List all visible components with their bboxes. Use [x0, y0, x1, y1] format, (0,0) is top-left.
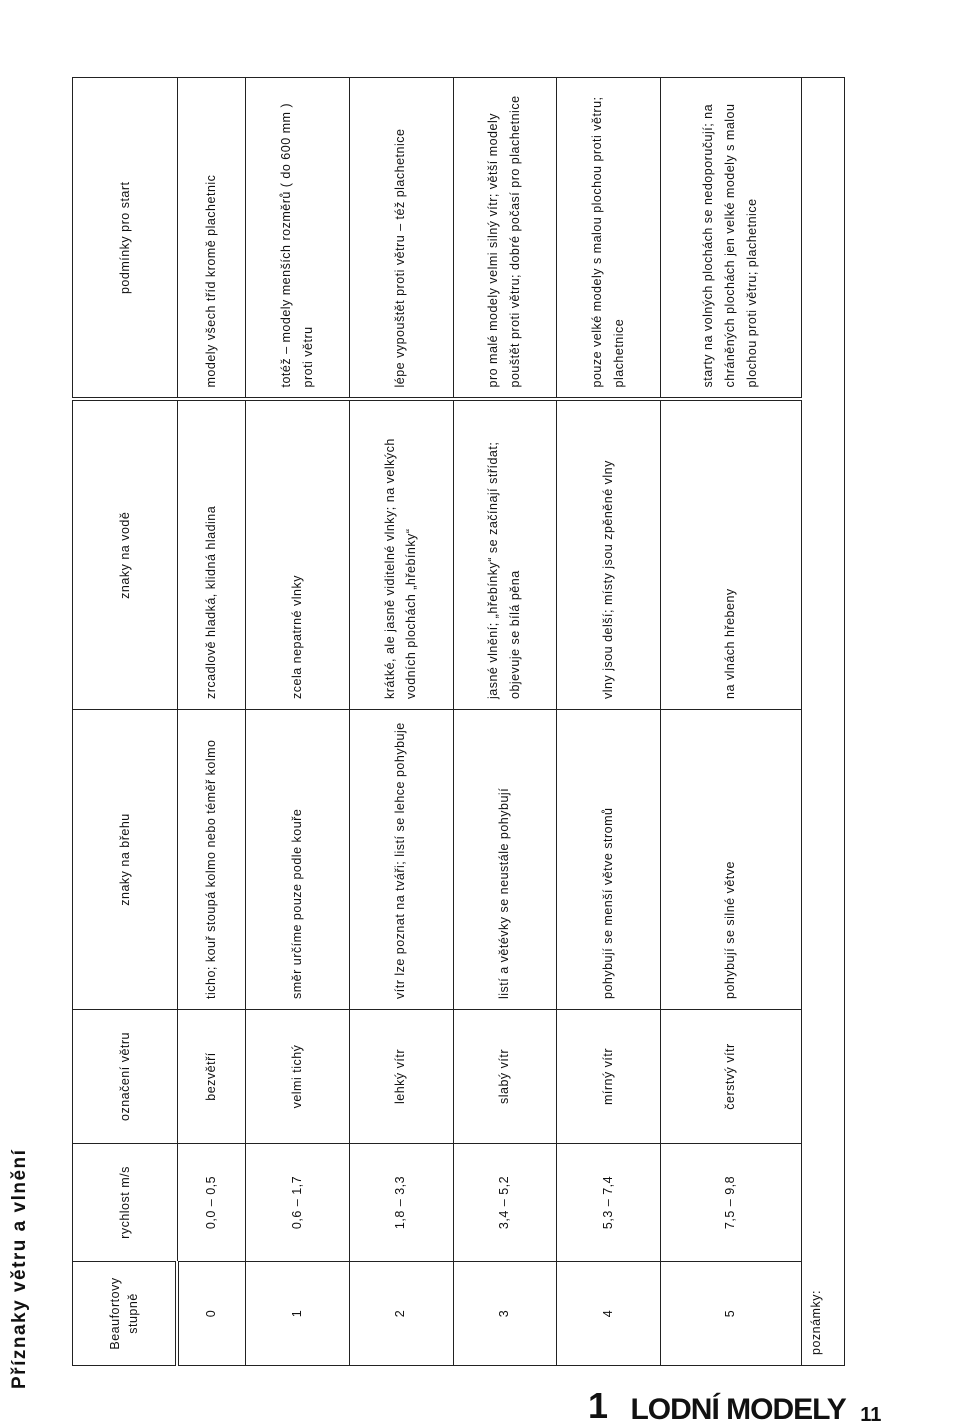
cell-water-signs: vlny jsou delší; místy jsou zpěněné vlny: [557, 400, 661, 710]
cell-degree: 5: [661, 1262, 802, 1366]
cell-speed: 5,3 – 7,4: [557, 1144, 661, 1262]
cell-degree: 1: [246, 1262, 350, 1366]
cell-shore-signs: pohybují se silné větve: [661, 710, 802, 1010]
page-title: Příznaky větru a vlnění: [9, 1148, 30, 1389]
cell-speed: 0,6 – 1,7: [246, 1144, 350, 1262]
cell-degree: 0: [177, 1262, 246, 1366]
cell-start-conditions: pouze velké modely s malou plochou proti větru; plachetnice: [557, 78, 661, 400]
header-wind-name: označení větru: [73, 1010, 178, 1144]
table-row: [177, 78, 246, 1366]
table-row: [246, 78, 350, 1366]
cell-wind-name: velmi tichý: [246, 1010, 350, 1144]
cell-wind-name: lehký vítr: [350, 1010, 454, 1144]
table-row: [453, 78, 557, 1366]
cell-start-conditions: lépe vypouštět proti větru – též plachetnice: [350, 78, 454, 400]
cell-speed: 1,8 – 3,3: [350, 1144, 454, 1262]
table-header-row: [73, 78, 178, 1366]
header-beaufort: Beaufortovy stupně: [73, 1262, 178, 1366]
table-row: [661, 78, 802, 1366]
cell-water-signs: zrcadlově hladká, klidná hladina: [177, 400, 246, 710]
cell-shore-signs: ticho; kouř stoupá kolmo nebo téměř kolmo: [177, 710, 246, 1010]
cell-water-signs: krátké, ale jasně viditelné vlnky; na velkých vodních plochách „hřebínky“: [350, 400, 454, 710]
header-start-conditions: podmínky pro start: [73, 78, 178, 400]
table-row: [557, 78, 661, 1366]
chapter-number: 1: [588, 1385, 609, 1426]
cell-degree: 2: [350, 1262, 454, 1366]
header-speed: rychlost m/s: [73, 1144, 178, 1262]
beaufort-table-rotated: [72, 78, 845, 1366]
cell-water-signs: zcela nepatrné vlnky: [246, 400, 350, 710]
cell-water-signs: na vlnách hřebeny: [661, 400, 802, 710]
header-shore-signs: znaky na břehu: [73, 710, 178, 1010]
page-footer: [588, 1385, 960, 1425]
header-water-signs: znaky na vodě: [73, 400, 178, 710]
notes-label: poznámky:: [802, 78, 845, 1366]
cell-wind-name: slabý vítr: [453, 1010, 557, 1144]
cell-shore-signs: vítr lze poznat na tváři; listí se lehce pohybuje: [350, 710, 454, 1010]
cell-wind-name: čerstvý vítr: [661, 1010, 802, 1144]
cell-shore-signs: listí a větévky se neustále pohybují: [453, 710, 557, 1010]
cell-wind-name: bezvětří: [177, 1010, 246, 1144]
cell-degree: 3: [453, 1262, 557, 1366]
cell-degree: 4: [557, 1262, 661, 1366]
cell-start-conditions: modely všech tříd kromě plachetnic: [177, 78, 246, 400]
cell-speed: 7,5 – 9,8: [661, 1144, 802, 1262]
notes-row: [802, 78, 845, 1366]
cell-wind-name: mírný vítr: [557, 1010, 661, 1144]
cell-speed: 3,4 – 5,2: [453, 1144, 557, 1262]
cell-start-conditions: pro malé modely velmi silný vítr; větší modely pouštět proti větru; dobré počasí pro plachetnice: [453, 78, 557, 400]
cell-shore-signs: směr určíme pouze podle kouře: [246, 710, 350, 1010]
beaufort-table: [72, 77, 845, 1366]
cell-start-conditions: totéž – modely menších rozměrů ( do 600 mm ) proti větru: [246, 78, 350, 400]
cell-water-signs: jasné vlnění; „hřebínky“ se začínají střídat; objevuje se bílá pěna: [453, 400, 557, 710]
page-number: 11: [860, 1404, 882, 1426]
table-row: [350, 78, 454, 1366]
cell-shore-signs: pohybují se menší větve stromů: [557, 710, 661, 1010]
cell-start-conditions: starty na volných plochách se nedoporučují; na chráněných plochách jen velké modely s malou plochou proti větru; plachetnice: [661, 78, 802, 400]
cell-speed: 0,0 – 0,5: [177, 1144, 246, 1262]
publication-name: LODNÍ MODELY: [630, 1393, 846, 1426]
